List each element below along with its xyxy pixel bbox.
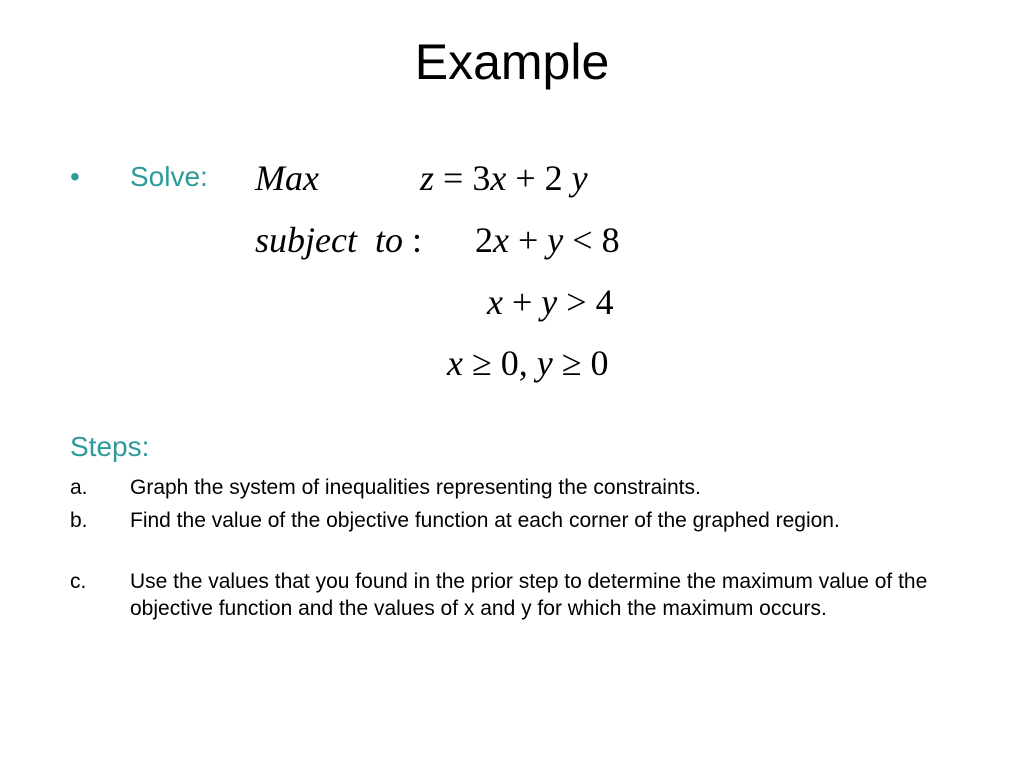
objective-keyword: Max bbox=[255, 158, 319, 198]
constraint-3: x ≥ 0, y ≥ 0 bbox=[447, 343, 609, 383]
constraint-2: x + y > 4 bbox=[487, 282, 614, 322]
step-letter: a. bbox=[70, 476, 88, 499]
step-text: Graph the system of inequalities representing the constraints. bbox=[130, 476, 701, 499]
constraint-1: 2x + y < 8 bbox=[475, 220, 620, 260]
steps-heading: Steps: bbox=[70, 431, 150, 462]
step-text: Find the value of the objective function at each corner of the graphed region. bbox=[130, 509, 840, 532]
constraint-keyword: subject to : bbox=[255, 220, 422, 260]
solve-label: Solve: bbox=[130, 161, 208, 192]
step-letter: b. bbox=[70, 509, 88, 532]
step-text: Use the values that you found in the prior step to determine the maximum value of the objective function and the values of x and y for which the maximum occurs. bbox=[130, 570, 928, 620]
bullet-marker: • bbox=[70, 161, 80, 192]
objective-function: z = 3x + 2 y bbox=[420, 158, 588, 198]
step-letter: c. bbox=[70, 570, 87, 593]
slide-title: Example bbox=[414, 34, 610, 90]
